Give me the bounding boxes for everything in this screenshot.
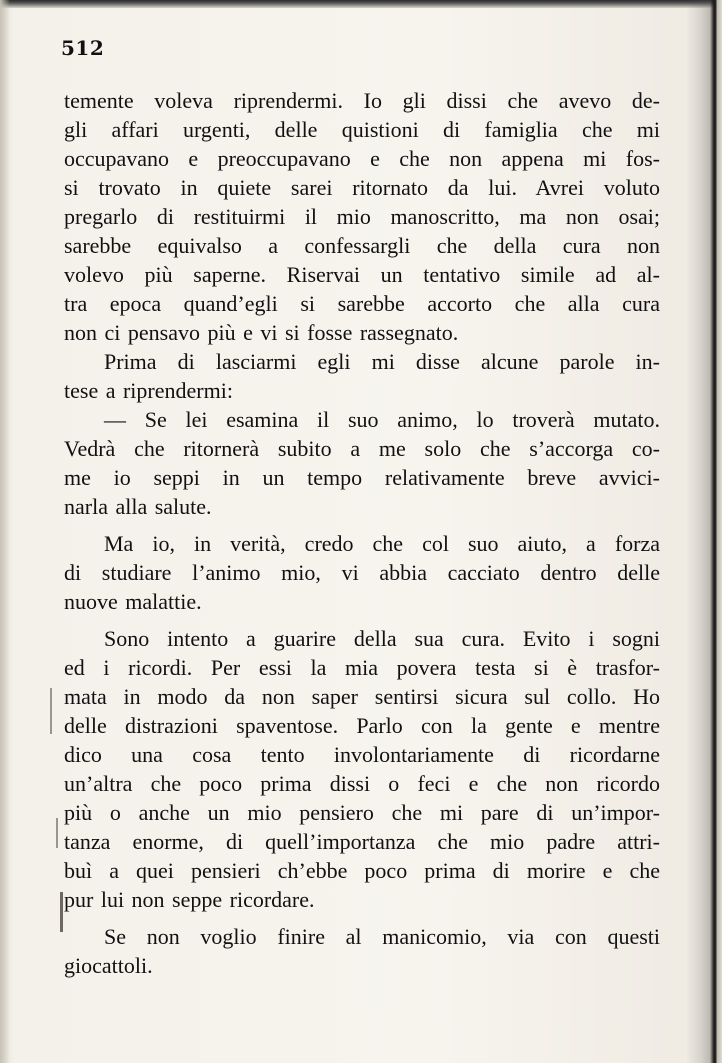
text-line: temente voleva riprendermi. Io gli dissi che avevo de- [64,88,660,113]
book-spine-edge [686,0,722,1063]
text-line: pur lui non seppe ricordare. [64,887,315,912]
text-line: buì a quei pensieri ch’ebbe poco prima di morire e che [64,858,660,883]
text-line: di studiare l’animo mio, vi abbia cacciato dentro delle [64,560,660,585]
margin-mark [56,818,58,848]
text-line: narla alla salute. [64,494,212,519]
text-line: Prima di lasciarmi egli mi disse alcune parole in- [104,349,660,374]
text-line: — Se lei esamina il suo animo, lo troverà mutato. [104,407,660,432]
text-line: pregarlo di restituirmi il mio manoscritto, ma non osai; [64,204,660,229]
text-line: gli affari urgenti, delle quistioni di famiglia che mi [64,117,660,142]
margin-mark [60,892,63,932]
text-line: ed i ricordi. Per essi la mia povera testa si è trasfor- [64,655,660,680]
text-line: più o anche un mio pensiero che mi pare di un’impor- [64,800,660,825]
text-line: Sono intento a guarire della sua cura. Evito i sogni [104,626,660,651]
text-line: nuove malattie. [64,589,202,614]
text-line: me io seppi in un tempo relativamente breve avvici- [64,465,660,490]
text-line: dico una cosa tento involontariamente di ricordarne [64,742,660,767]
text-line: delle distrazioni spaventose. Parlo con la gente e mentre [64,713,660,738]
text-line: occupavano e preoccupavano e che non appena mi fos- [64,146,660,171]
text-line: mata in modo da non saper sentirsi sicura sul collo. Ho [64,684,660,709]
text-line: non ci pensavo più e vi si fosse rassegnato. [64,320,459,345]
text-line: Ma io, in verità, credo che col suo aiuto, a forza [104,531,660,556]
page-left-edge [0,0,10,1063]
text-line: giocattoli. [64,953,153,978]
body-text [64,86,660,980]
text-line: Se non voglio finire al manicomio, via con questi [104,924,660,949]
text-line: un’altra che poco prima dissi o feci e che non ricordo [64,771,660,796]
text-line: Vedrà che ritornerà subito a me solo che s’accorga co- [64,436,660,461]
page-top-edge [0,0,722,8]
text-line: si trovato in quiete sarei ritornato da lui. Avrei voluto [64,175,660,200]
page-number: 512 [61,36,105,60]
margin-mark [50,688,52,734]
text-line: volevo più saperne. Riservai un tentativo simile ad al- [64,262,660,287]
text-line: sarebbe equivalso a confessargli che della cura non [64,233,660,258]
text-line: tese a riprendermi: [64,378,233,403]
text-line: tra epoca quand’egli si sarebbe accorto che alla cura [64,291,660,316]
text-line: tanza enorme, di quell’importanza che mio padre attri- [64,829,660,854]
